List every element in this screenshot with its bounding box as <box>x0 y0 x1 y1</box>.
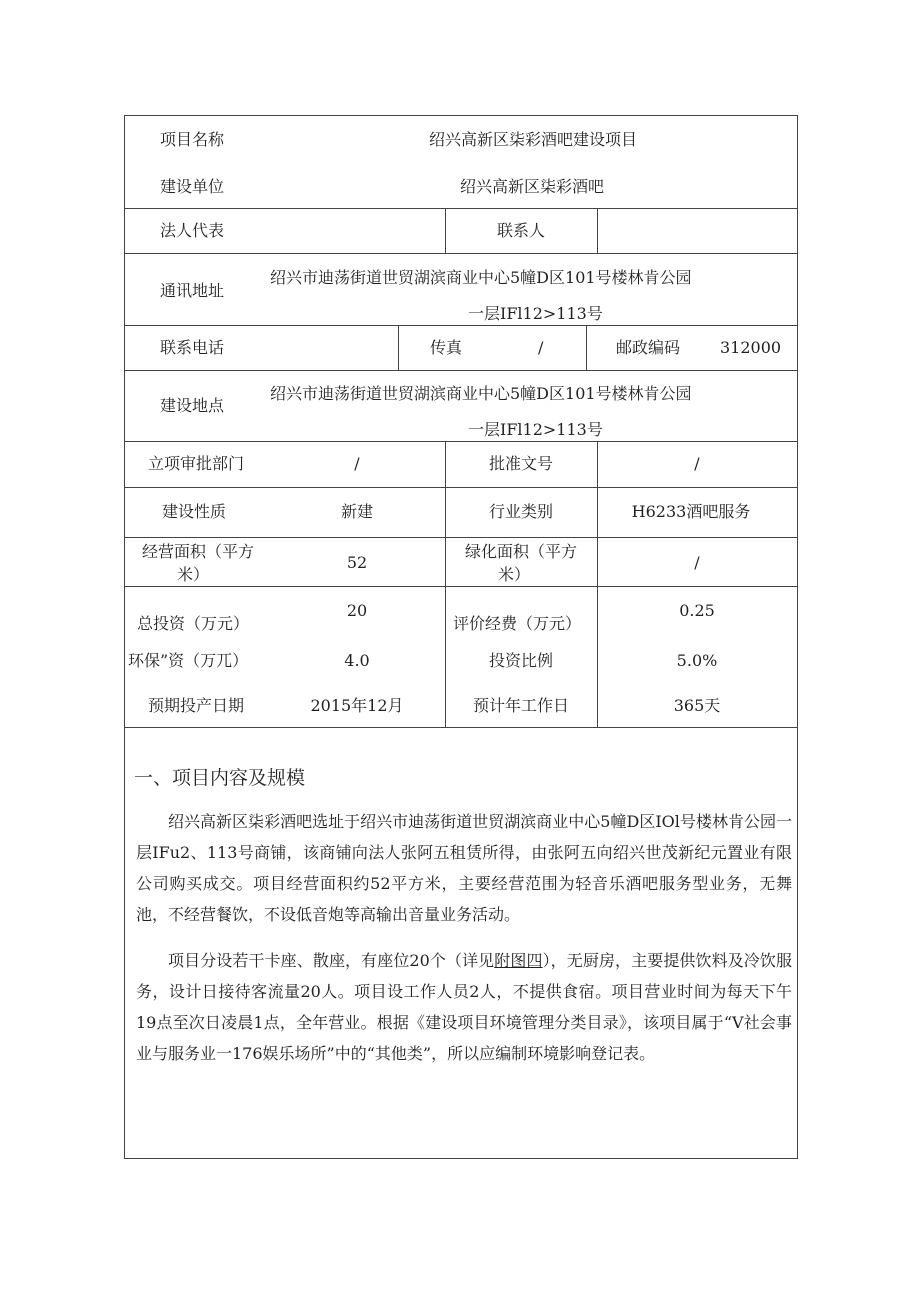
green-label-line-1: 绿化面积（平方 <box>464 542 578 561</box>
area-label-line-2: 米） <box>176 565 210 584</box>
postcode-label: 邮政编码 <box>616 338 681 357</box>
col-divider <box>597 441 598 727</box>
section-heading: 一、项目内容及规模 <box>134 767 306 789</box>
postcode-value: 312000 <box>720 338 782 357</box>
col-divider <box>586 325 587 370</box>
start-date-value: 2015年12月 <box>310 696 404 715</box>
paragraph-2-text-a: 项目分设若干卡座、散座，有座位20个（详见 <box>168 951 495 970</box>
nature-label: 建设性质 <box>161 502 227 521</box>
row-divider <box>124 370 798 371</box>
col-divider <box>597 208 598 253</box>
col-divider <box>445 441 446 727</box>
col-divider <box>445 208 446 253</box>
ratio-value: 5.0% <box>676 651 718 670</box>
nature-value: 新建 <box>340 502 374 521</box>
investment-value: 20 <box>346 601 368 620</box>
approval-no-label: 批准文号 <box>488 454 554 473</box>
paragraph-2 <box>136 945 792 1069</box>
row-divider <box>124 487 798 488</box>
contact-label: 联系人 <box>496 221 546 240</box>
investment-label: 总投资（万元） <box>136 614 250 633</box>
env-invest-value: 4.0 <box>344 651 370 670</box>
site-line-2: 一层IFl12>113号 <box>468 420 603 439</box>
workdays-label: 预计年工作日 <box>472 696 570 715</box>
row-divider <box>124 325 798 326</box>
row-divider <box>124 727 798 728</box>
ratio-label: 投资比例 <box>488 651 554 670</box>
fax-value: / <box>538 338 544 357</box>
row-divider <box>124 537 798 538</box>
site-line-1: 绍兴市迪荡街道世贸湖滨商业中心5幢D区101号楼林肯公园 <box>270 384 692 403</box>
eval-fee-label: 评价经费（万元） <box>452 614 582 633</box>
paragraph-2-text-b: ），无厨房，主要提供饮料及冷饮服务，设计日接待客流量20人。项目设工作人员2人，不提供食宿。项目营业时间为每天下午19点至次日凌晨1点，全年营业。根据《建设项目环境管理分类目录》，该项目属于“V社会事业与服务业一176娱乐场所”中的“其他类”，所以应编制环境影响登记表。 <box>136 951 792 1063</box>
workdays-value: 365天 <box>673 696 721 715</box>
approval-no-value: / <box>694 454 700 473</box>
row-divider <box>124 441 798 442</box>
phone-label: 联系电话 <box>160 338 225 357</box>
approval-dept-label: 立项审批部门 <box>147 454 245 473</box>
row-divider <box>124 253 798 254</box>
eval-fee-value: 0.25 <box>679 601 715 620</box>
legal-rep-label: 法人代表 <box>160 221 225 240</box>
project-name-label: 项目名称 <box>160 130 225 149</box>
fax-label: 传真 <box>430 338 463 357</box>
start-date-label: 预期投产日期 <box>147 696 245 715</box>
industry-label: 行业类别 <box>488 502 554 521</box>
green-value: / <box>694 553 700 572</box>
address-label: 通讯地址 <box>160 281 225 300</box>
builder-value: 绍兴高新区柒彩酒吧 <box>459 177 605 196</box>
builder-label: 建设单位 <box>160 177 225 196</box>
col-divider <box>398 325 399 370</box>
project-name-value: 绍兴高新区柒彩酒吧建设项目 <box>428 130 638 149</box>
green-label-line-2: 米） <box>497 565 531 584</box>
row-divider <box>124 586 798 587</box>
area-value: 52 <box>346 553 368 572</box>
row-divider <box>124 208 798 209</box>
paragraph-1: 绍兴高新区柒彩酒吧选址于绍兴市迪荡街道世贸湖滨商业中心5幢D区IOl号楼林肯公园一层IFu2、113号商铺，该商铺向法人张阿五租赁所得，由张阿五向绍兴世茂新纪元置业有限公司购买成交。项目经营面积约52平方米，主要经营范围为轻音乐酒吧服务型业务，无舞池，不经营餐饮，不设低音炮等高输出音量业务活动。 <box>136 812 792 924</box>
address-line-2: 一层IFl12>113号 <box>468 304 603 323</box>
attachment-link[interactable]: 附图四 <box>494 951 543 970</box>
address-line-1: 绍兴市迪荡街道世贸湖滨商业中心5幢D区101号楼林肯公园 <box>270 268 692 287</box>
area-label-line-1: 经营面积（平方 <box>141 542 255 561</box>
industry-value: H6233酒吧服务 <box>631 502 751 521</box>
approval-dept-value: / <box>354 454 360 473</box>
env-invest-label: 环保”资（万兀） <box>128 651 249 670</box>
site-label: 建设地点 <box>160 396 225 415</box>
